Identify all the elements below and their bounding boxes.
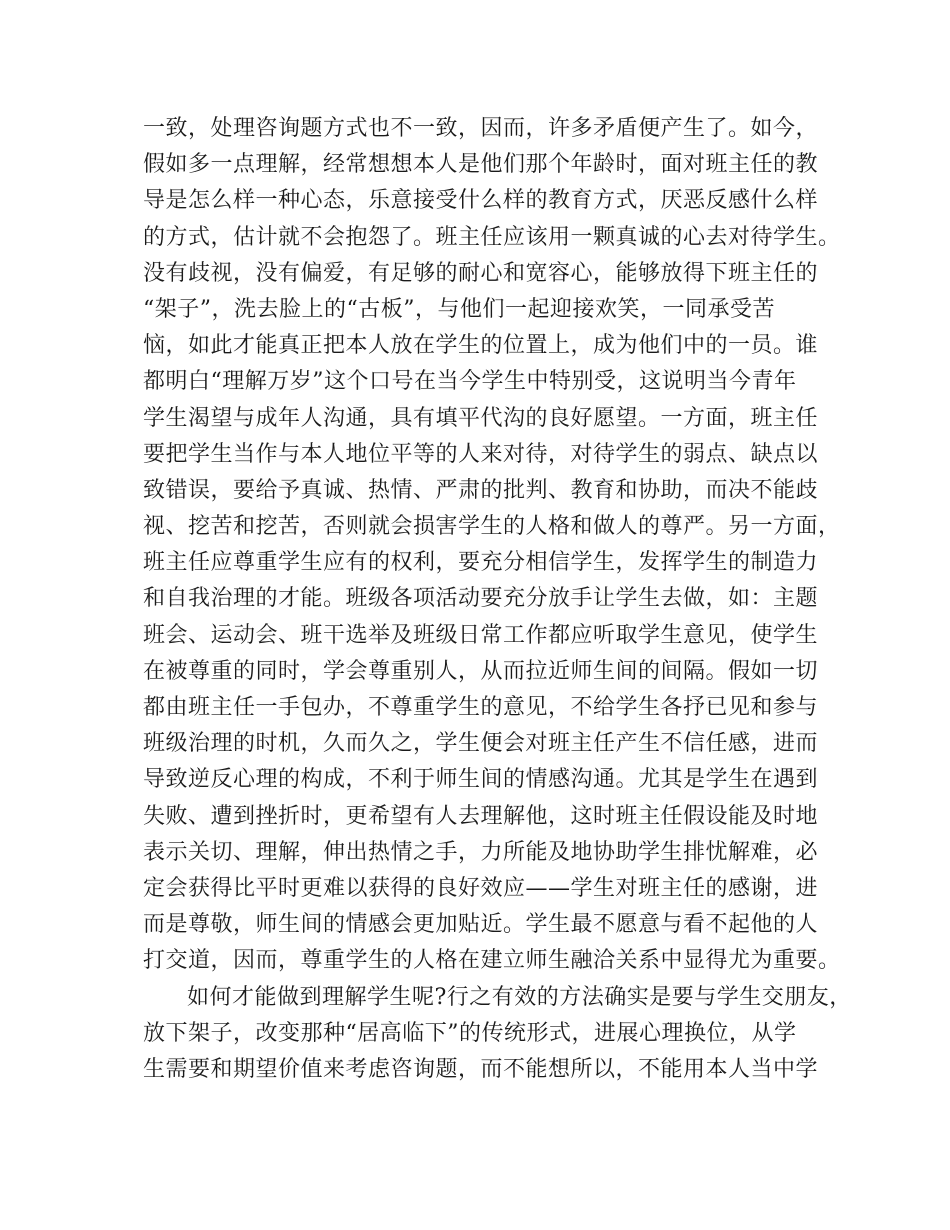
text-line: 班会、运动会、班干选举及班级日常工作都应听取学生意见，使学生 — [143, 622, 819, 648]
text-line: 放下架子，改变那种“居高临下”的传统形式，进展心理换位，从学 — [143, 1020, 797, 1046]
text-line: 都由班主任一手包办，不尊重学生的意见，不给学生各抒已见和参与 — [143, 695, 819, 720]
text-line: 一致，处理咨询题方式也不一致，因而，许多矛盾便产生了。如今， — [143, 116, 819, 141]
text-line: 的方式，估计就不会抱怨了。班主任应该用一颗真诚的心去对待学生。 — [143, 224, 841, 250]
text-line: 视、挖苦和挖苦，否则就会损害学生的人格和做人的尊严。另一方面， — [143, 514, 841, 540]
text-line: 生需要和期望价值来考虑咨询题，而不能想所以，不能用本人当中学 — [143, 1056, 819, 1082]
text-line: 致错误，要给予真诚、热情、严肃的批判、教育和协助，而决不能歧 — [143, 477, 819, 503]
text-line: 定会获得比平时更难以获得的良好效应——学生对班主任的感谢，进 — [143, 875, 819, 901]
text-line: 班主任应尊重学生应有的权利，要充分相信学生，发挥学生的制造力 — [143, 550, 819, 576]
text-line: 失败、遭到挫折时，更希望有人去理解他，这时班主任假设能及时地 — [143, 803, 819, 829]
text-line: 和自我治理的才能。班级各项活动要充分放手让学生去做，如：主题 — [143, 586, 819, 612]
text-line: 假如多一点理解，经常想想本人是他们那个年龄时，面对班主任的教 — [143, 152, 819, 178]
text-line: 表示关切、理解，伸出热情之手，力所能及地协助学生排忧解难，必 — [143, 839, 819, 865]
text-line: 而是尊敬，师生间的情感会更加贴近。学生最不愿意与看不起他的人 — [143, 912, 819, 938]
text-line: 要把学生当作与本人地位平等的人来对待，对待学生的弱点、缺点以 — [143, 441, 819, 467]
text-line: 班级治理的时机，久而久之，学生便会对班主任产生不信任感，进而 — [143, 731, 819, 757]
text-line: “架子”，洗去脸上的“古板”，与他们一起迎接欢笑，一同承受苦 — [143, 296, 775, 322]
text-line: 都明白“理解万岁”这个口号在当今学生中特别受，这说明当今青年 — [143, 369, 797, 395]
text-line: 在被尊重的同时，学会尊重别人，从而拉近师生间的间隔。假如一切 — [143, 658, 819, 684]
text-line: 学生渴望与成年人沟通，具有填平代沟的良好愿望。一方面，班主任 — [143, 405, 819, 431]
body-text — [143, 111, 852, 1088]
text-line: 导致逆反心理的构成，不利于师生间的情感沟通。尤其是学生在遇到 — [143, 767, 819, 793]
text-line: 没有歧视，没有偏爱，有足够的耐心和宽容心，能够放得下班主任的 — [143, 260, 819, 286]
text-line: 恼，如此才能真正把本人放在学生的位置上，成为他们中的一员。谁 — [143, 333, 819, 359]
text-line: 打交道，因而，尊重学生的人格在建立师生融洽关系中显得尤为重要。 — [143, 948, 841, 974]
paragraph-start-line: 如何才能做到理解学生呢?行之有效的方法确实是要与学生交朋友， — [187, 984, 852, 1010]
text-line: 导是怎么样一种心态，乐意接受什么样的教育方式，厌恶反感什么样 — [143, 188, 819, 214]
